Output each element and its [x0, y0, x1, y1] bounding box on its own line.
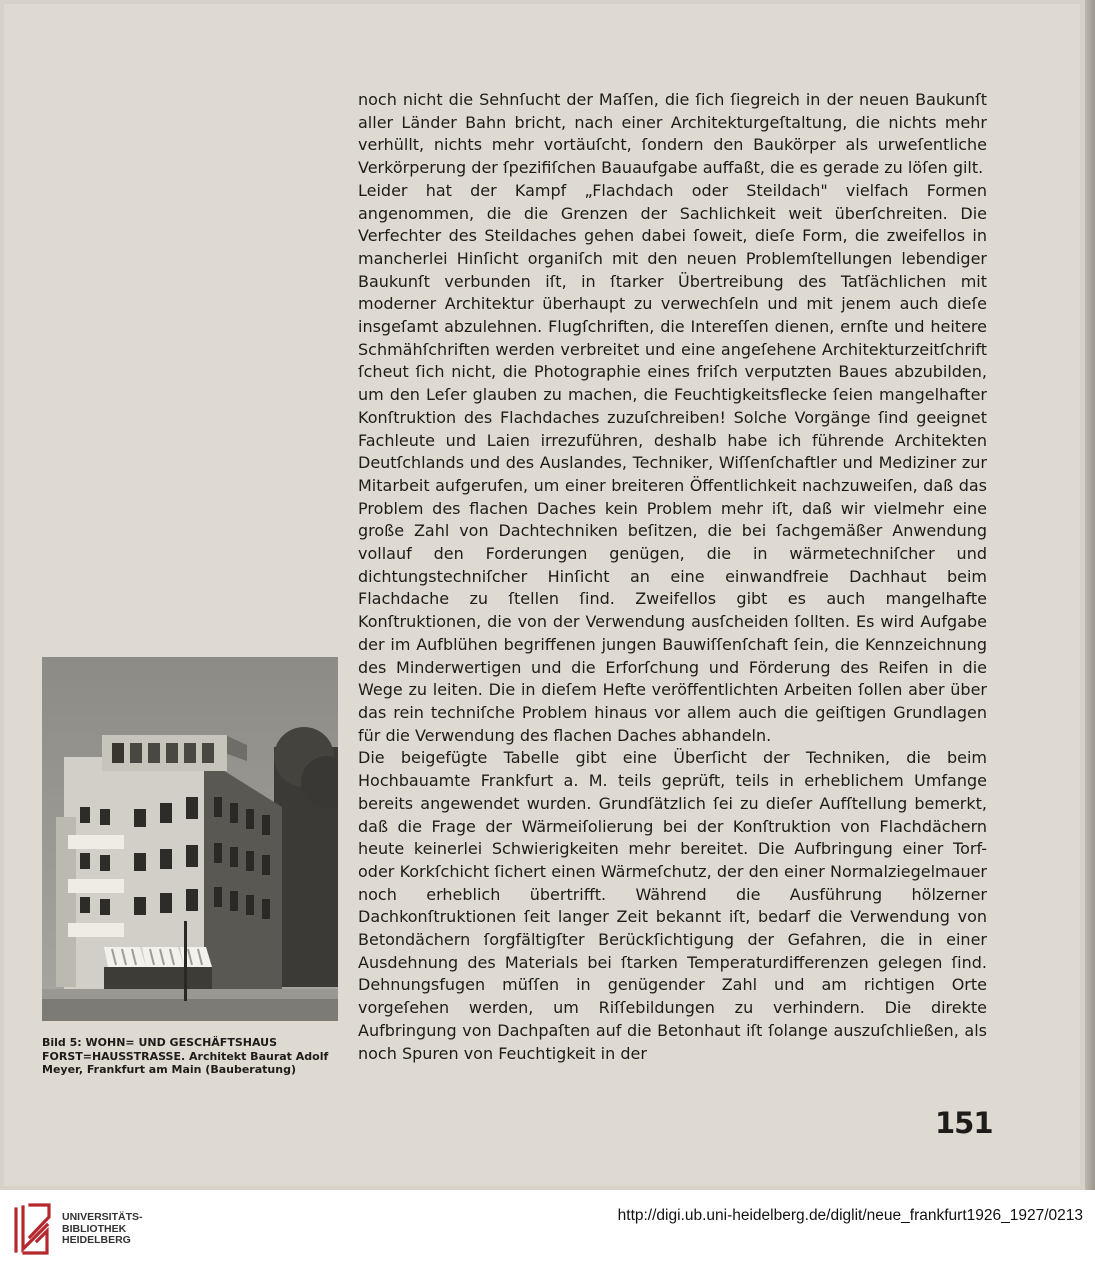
building-photo: [42, 657, 338, 1021]
page-edge: [1085, 0, 1095, 1190]
paragraph-2: Leider hat der Kampf „Flachdach oder Steildach" vielfach Formen angenommen, die die Grenzen der Sachlichkeit weit überſchreiten. Die Verfechter des Steildaches gehen dabei ſoweit, dieſe Form, die zweifellos in mancherlei Hinſicht organiſch mit den neuen Problemſtellungen lebendiger Baukunſt verbunden iſt, in ſtarker Übertreibung des Tatſächlichen mit moderner Architektur überhaupt zu verwechſeln und mit jenem auch dieſe insgeſamt abzulehnen. Flugſchriften, die Intereſſen dienen, ernſte und heitere Schmähſchriften werden verbreitet und eine angeſehene Architekturzeitſchrift ſcheut ſich nicht, die Photographie eines friſch verputzten Baues abzubilden, um den Leſer glauben zu machen, die Feuchtigkeitsflecke ſeien mangelhafter Konſtruktion des Flachdaches zuzuſchreiben! Solche Vorgänge ſind geeignet Fachleute und Laien irrezuführen, deshalb habe ich führende Architekten Deutſchlands und des Auslandes, Techniker, Wiſſenſchaftler und Mediziner zur Mitarbeit aufgerufen, um einer breiteren Öffentlichkeit nachzuweiſen, daß das Problem des flachen Daches kein Problem mehr iſt, daß wir vielmehr eine große Zahl von Dachtechniken beſitzen, die bei ſachgemäßer Anwendung vollauf den Forderungen genügen, die in wärmetechniſcher und dichtungstechniſcher Hinſicht an eine einwandfreie Dachhaut beim Flachdache zu ſtellen ſind. Zweifellos gibt es auch mangelhafte Konſtruktionen, die von der Verwendung ausſcheiden ſollten. Es wird Aufgabe der im Aufblühen begriffenen jungen Bauwiſſenſchaft ſein, die Kennzeichnung des Minderwertigen und die Erforſchung und Förderung des Reifen in die Wege zu leiten. Die in dieſem Hefte veröffentlichten Arbeiten ſollen aber über das rein techniſche Problem hinaus vor allem auch die geiſtigen Grundlagen für die Verwendung des flachen Daches abhandeln.: [358, 180, 987, 745]
paragraph-1: noch nicht die Sehnſucht der Maſſen, die ſich ſiegreich in der neuen Baukunſt aller Länder Bahn bricht, nach einer Architekturgeſtaltung, die nichts mehr verhüllt, nichts mehr vortäuſcht, ſondern den Baukörper als urweſentliche Verkörperung der ſpezifiſchen Bauaufgabe auffaßt, die es gerade zu löſen gilt.: [358, 90, 987, 178]
paragraph-3: Die beigefügte Tabelle gibt eine Überſicht der Techniken, die beim Hochbauamte Frankfurt a. M. teils geprüft, teils in erheblichem Umfange bereits angewendet wurden. Grundſätzlich ſei zu dieſer Aufſtellung bemerkt, daß die Frage der Wärmeiſolierung bei der Konſtruktion von Flachdächern heute keinerlei Schwierigkeiten mehr bereitet. Die Aufbringung einer Torf- oder Korkſchicht ſichert einen Wärmeſchutz, der den einer Normalziegelmauer noch erheblich übertrifft. Während die Ausführung hölzerner Dachkonſtruktionen ſeit langer Zeit bekannt iſt, bedarf die Verwendung von Betondächern ſorgfältigſter Berückſichtigung der Gefahren, die in einer Ausdehnung des Materials bei ſtarken Temperaturdifferenzen gelegen ſind. Dehnungsfugen müſſen in genügender Zahl und am richtigen Orte vorgeſehen werden, um Riſſebildungen zu verhindern. Die direkte Aufbringung von Dachpaſten auf die Betonhaut iſt ſolange auszuſchließen, als noch Spuren von Feuchtigkeit in der: [358, 748, 987, 1063]
institution-name: [62, 1212, 143, 1247]
source-url-link[interactable]: http://digi.ub.uni-heidelberg.de/diglit/neue_frankfurt1926_1927/0213: [617, 1207, 1083, 1224]
institution-line-1: UNIVERSITÄTS-: [62, 1211, 143, 1223]
article-body: [358, 89, 987, 1065]
institution-line-3: HEIDELBERG: [62, 1234, 131, 1246]
institution-line-2: BIBLIOTHEK: [62, 1222, 127, 1235]
page-number: 151: [935, 1106, 993, 1140]
ub-heidelberg-logo-icon[interactable]: [12, 1203, 52, 1255]
figure-caption: Bild 5: WOHN= UND GESCHÄFTSHAUS FORST=HAUSSTRASSE. Architekt Baurat Adolf Meyer, Frankfurt am Main (Bauberatung): [42, 1036, 329, 1076]
viewer-footer: [0, 1190, 1095, 1271]
